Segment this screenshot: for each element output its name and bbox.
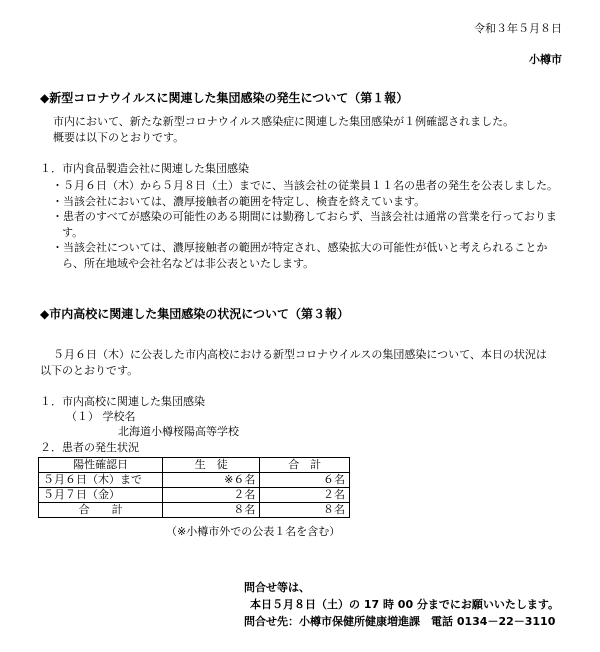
table-cell-date: ５月７日（金） [39,488,163,503]
table-cell-students: ※６名 [163,473,260,488]
contact-heading: 問合せ等は、 [244,581,310,594]
section1-bullet-continuation: ら、所在地域や会社名などは非公表といたします。 [62,257,315,270]
section1-bullet-continuation: す。 [62,226,84,239]
patient-status-table [38,457,350,518]
table-header-cell: 陽性確認日 [39,458,163,473]
section1-bullet: ・患者のすべてが感染の可能性のある期間には勤務しておらず、当該会社は通常の営業を行っておりま [52,210,557,223]
section2-item1-heading: １．市内高校に関連した集団感染 [40,395,205,408]
issuer-name: 小樽市 [529,53,562,66]
table-cell-students: ８名 [163,503,260,518]
table-note: （※小樽市外での公表１名を含む） [166,525,341,538]
contact-deadline: 本日５月８日（土）の 17 時 00 分までにお願いいたします。 [250,598,560,611]
school-name: 北海道小樽桜陽高等学校 [118,425,239,438]
table-cell-date: ５月６日（木）まで [39,473,163,488]
section2-item1-sub: （１） 学校名 [66,410,136,423]
section2-intro-line: ５月６日（木）に公表した市内高校における新型コロナウイルスの集団感染について、本日の状況は [53,348,547,361]
section1-intro-line: 市内において、新たな新型コロナウイルス感染症に関連した集団感染が１例確認されました。 [53,115,515,128]
section1-bullet: ・当該会社においては、濃厚接触者の範囲を特定し、検査を終えています。 [52,195,426,208]
section2-title: ◆市内高校に関連した集団感染の状況について（第３報） [40,307,349,321]
section1-title: ◆新型コロナウイルスに関連した集団感染の発生について（第１報） [40,91,409,105]
table-total-row [39,503,350,518]
table-cell-total-label: 合 計 [39,503,163,518]
table-cell-total: ２名 [260,488,350,503]
section1-intro-line: 概要は以下のとおりです。 [53,131,185,144]
section1-bullet: ・当該会社については、濃厚接触者の範囲が特定され、感染拡大の可能性が低いと考えられることか [52,241,548,254]
table-row [39,473,350,488]
table-row [39,488,350,503]
table-header-cell: 生 徒 [163,458,260,473]
section1-bullet: ・５月６日（木）から５月８日（土）までに、当該会社の従業員１１名の患者の発生を公表しました。 [52,179,558,192]
table-header-row [39,458,350,473]
section1-item-heading: １．市内食品製造会社に関連した集団感染 [40,162,249,175]
table-cell-total: ６名 [260,473,350,488]
table-cell-students: ２名 [163,488,260,503]
table-cell-total: ８名 [260,503,350,518]
document-date: 令和３年５月８日 [474,22,562,35]
section2-intro-line: 以下のとおりです。 [40,364,139,377]
section2-item2-heading: ２．患者の発生状況 [40,441,139,454]
contact-info: 問合せ先：小樽市保健所健康増進課 電話 0134－22－3110 [244,615,556,628]
table-header-cell: 合 計 [260,458,350,473]
